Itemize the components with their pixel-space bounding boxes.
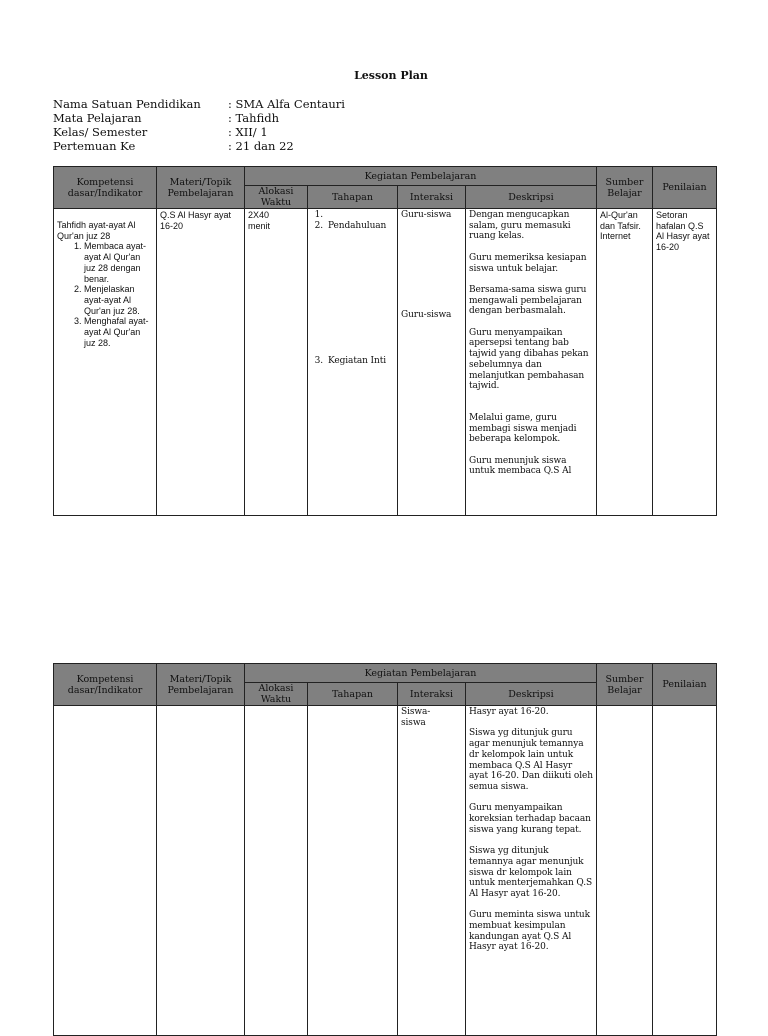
info-value: : SMA Alfa Centauri	[228, 97, 345, 111]
info-row-subject	[53, 111, 345, 125]
deskripsi-cell	[466, 706, 597, 1036]
header-penilaian: Penilaian	[653, 664, 717, 706]
interaksi-cell	[398, 706, 466, 1036]
header-materi: Materi/Topik Pembelajaran	[157, 167, 245, 209]
header-deskripsi: Deskripsi	[466, 683, 597, 706]
deskripsi-cell	[466, 209, 597, 516]
kompetensi-cell	[54, 209, 157, 516]
header-materi: Materi/Topik Pembelajaran	[157, 664, 245, 706]
deskripsi-paragraph: Dengan mengucapkan salam, guru memasuki ruang kelas.	[469, 210, 571, 242]
info-label: Kelas/ Semester	[53, 125, 148, 139]
info-label: Mata Pelajaran	[53, 111, 142, 125]
deskripsi-paragraph: Guru memeriksa kesiapan siswa untuk belajar.	[469, 252, 587, 274]
materi-text: Q.S Al Hasyr ayat 16-20	[160, 210, 232, 231]
info-row-meeting	[53, 139, 345, 153]
deskripsi-paragraph: Hasyr ayat 16-20.	[469, 707, 549, 717]
info-row-class	[53, 125, 345, 139]
deskripsi-paragraph: Guru menunjuk siswa untuk membaca Q.S Al	[469, 455, 572, 477]
penilaian-cell	[653, 706, 717, 1036]
info-value: : 21 dan 22	[228, 139, 294, 153]
alokasi-duration: 2X40	[248, 210, 270, 220]
sumber-cell	[597, 706, 653, 1036]
deskripsi-paragraph: Melalui game, guru membagi siswa menjadi beberapa kelompok.	[469, 412, 577, 445]
tahapan-item: 3. Kegiatan Inti	[314, 356, 386, 367]
interaksi-item: Guru-siswa	[401, 309, 452, 320]
header-sumber: Sumber Belajar	[597, 167, 653, 209]
list-item: 3. Menghafal ayat-ayat Al Qur'an juz 28.	[84, 316, 153, 348]
tahapan-item: 2. Pendahuluan	[314, 220, 387, 231]
lesson-info	[53, 97, 345, 153]
header-kompetensi: Kompetensi dasar/Indikator	[54, 664, 157, 706]
deskripsi-paragraph: Bersama-sama siswa guru mengawali pembelajaran dengan berbasmalah.	[469, 284, 587, 317]
penilaian-text: Setoran hafalan Q.S Al Hasyr ayat 16-20	[656, 210, 710, 253]
interaksi-item: Guru-siswa	[401, 210, 452, 220]
header-kegiatan: Kegiatan Pembelajaran	[245, 664, 597, 683]
header-alokasi: Alokasi Waktu	[245, 683, 308, 706]
lesson-plan-table-page-2	[53, 663, 717, 1036]
tahapan-item: 1.	[314, 210, 323, 220]
header-interaksi: Interaksi	[398, 186, 466, 209]
deskripsi-paragraph: Guru menyampaikan apersepsi tentang bab tajwid yang dibahas pekan sebelumnya dan melanjutkan pembahasan tajwid.	[469, 327, 589, 392]
materi-cell	[157, 209, 245, 516]
deskripsi-paragraph: Siswa yg ditunjuk guru agar menunjuk temannya dr kelompok lain untuk membaca Q.S Al Hasyr ayat 16-20. Dan diikuti oleh semua siswa.	[469, 728, 593, 792]
info-value: : XII/ 1	[228, 125, 268, 139]
sumber-text: Al-Qur'an dan Tafsir. Internet	[600, 210, 641, 242]
header-kompetensi: Kompetensi dasar/Indikator	[54, 167, 157, 209]
header-tahapan: Tahapan	[308, 683, 398, 706]
alokasi-cell	[245, 706, 308, 1036]
lesson-plan-table-page-1	[53, 166, 717, 516]
interaksi-cell	[398, 209, 466, 516]
alokasi-cell	[245, 209, 308, 516]
list-item: 2. Menjelaskan ayat-ayat Al Qur'an juz 28.	[84, 284, 153, 316]
deskripsi-paragraph: Guru meminta siswa untuk membuat kesimpulan kandungan ayat Q.S Al Hasyr ayat 16-20.	[469, 910, 590, 953]
header-alokasi: Alokasi Waktu	[245, 186, 308, 209]
penilaian-cell	[653, 209, 717, 516]
tahapan-cell	[308, 706, 398, 1036]
kompetensi-intro: Tahfidh ayat-ayat Al Qur'an juz 28	[57, 220, 136, 241]
info-label: Nama Satuan Pendidikan	[53, 97, 201, 111]
deskripsi-paragraph: Siswa yg ditunjuk temannya agar menunjuk siswa dr kelompok lain untuk menterjemahkan Q.S Al Hasyr ayat 16-20.	[469, 846, 593, 899]
kompetensi-cell	[54, 706, 157, 1036]
info-row-school	[53, 97, 345, 111]
deskripsi-paragraph: Guru menyampaikan koreksian terhadap bacaan siswa yang kurang tepat.	[469, 803, 591, 835]
list-item: 1. Membaca ayat-ayat Al Qur'an juz 28 dengan benar.	[84, 241, 153, 284]
document-title: Lesson Plan	[354, 69, 428, 82]
header-tahapan: Tahapan	[308, 186, 398, 209]
header-interaksi: Interaksi	[398, 683, 466, 706]
header-sumber: Sumber Belajar	[597, 664, 653, 706]
header-kegiatan: Kegiatan Pembelajaran	[245, 167, 597, 186]
alokasi-unit: menit	[248, 220, 271, 231]
info-label: Pertemuan Ke	[53, 139, 136, 153]
header-deskripsi: Deskripsi	[466, 186, 597, 209]
tahapan-cell	[308, 209, 398, 516]
interaksi-item: Siswa-siswa	[401, 707, 431, 728]
sumber-cell	[597, 209, 653, 516]
header-penilaian: Penilaian	[653, 167, 717, 209]
indikator-list	[57, 241, 153, 348]
info-value: : Tahfidh	[228, 111, 280, 125]
materi-cell	[157, 706, 245, 1036]
